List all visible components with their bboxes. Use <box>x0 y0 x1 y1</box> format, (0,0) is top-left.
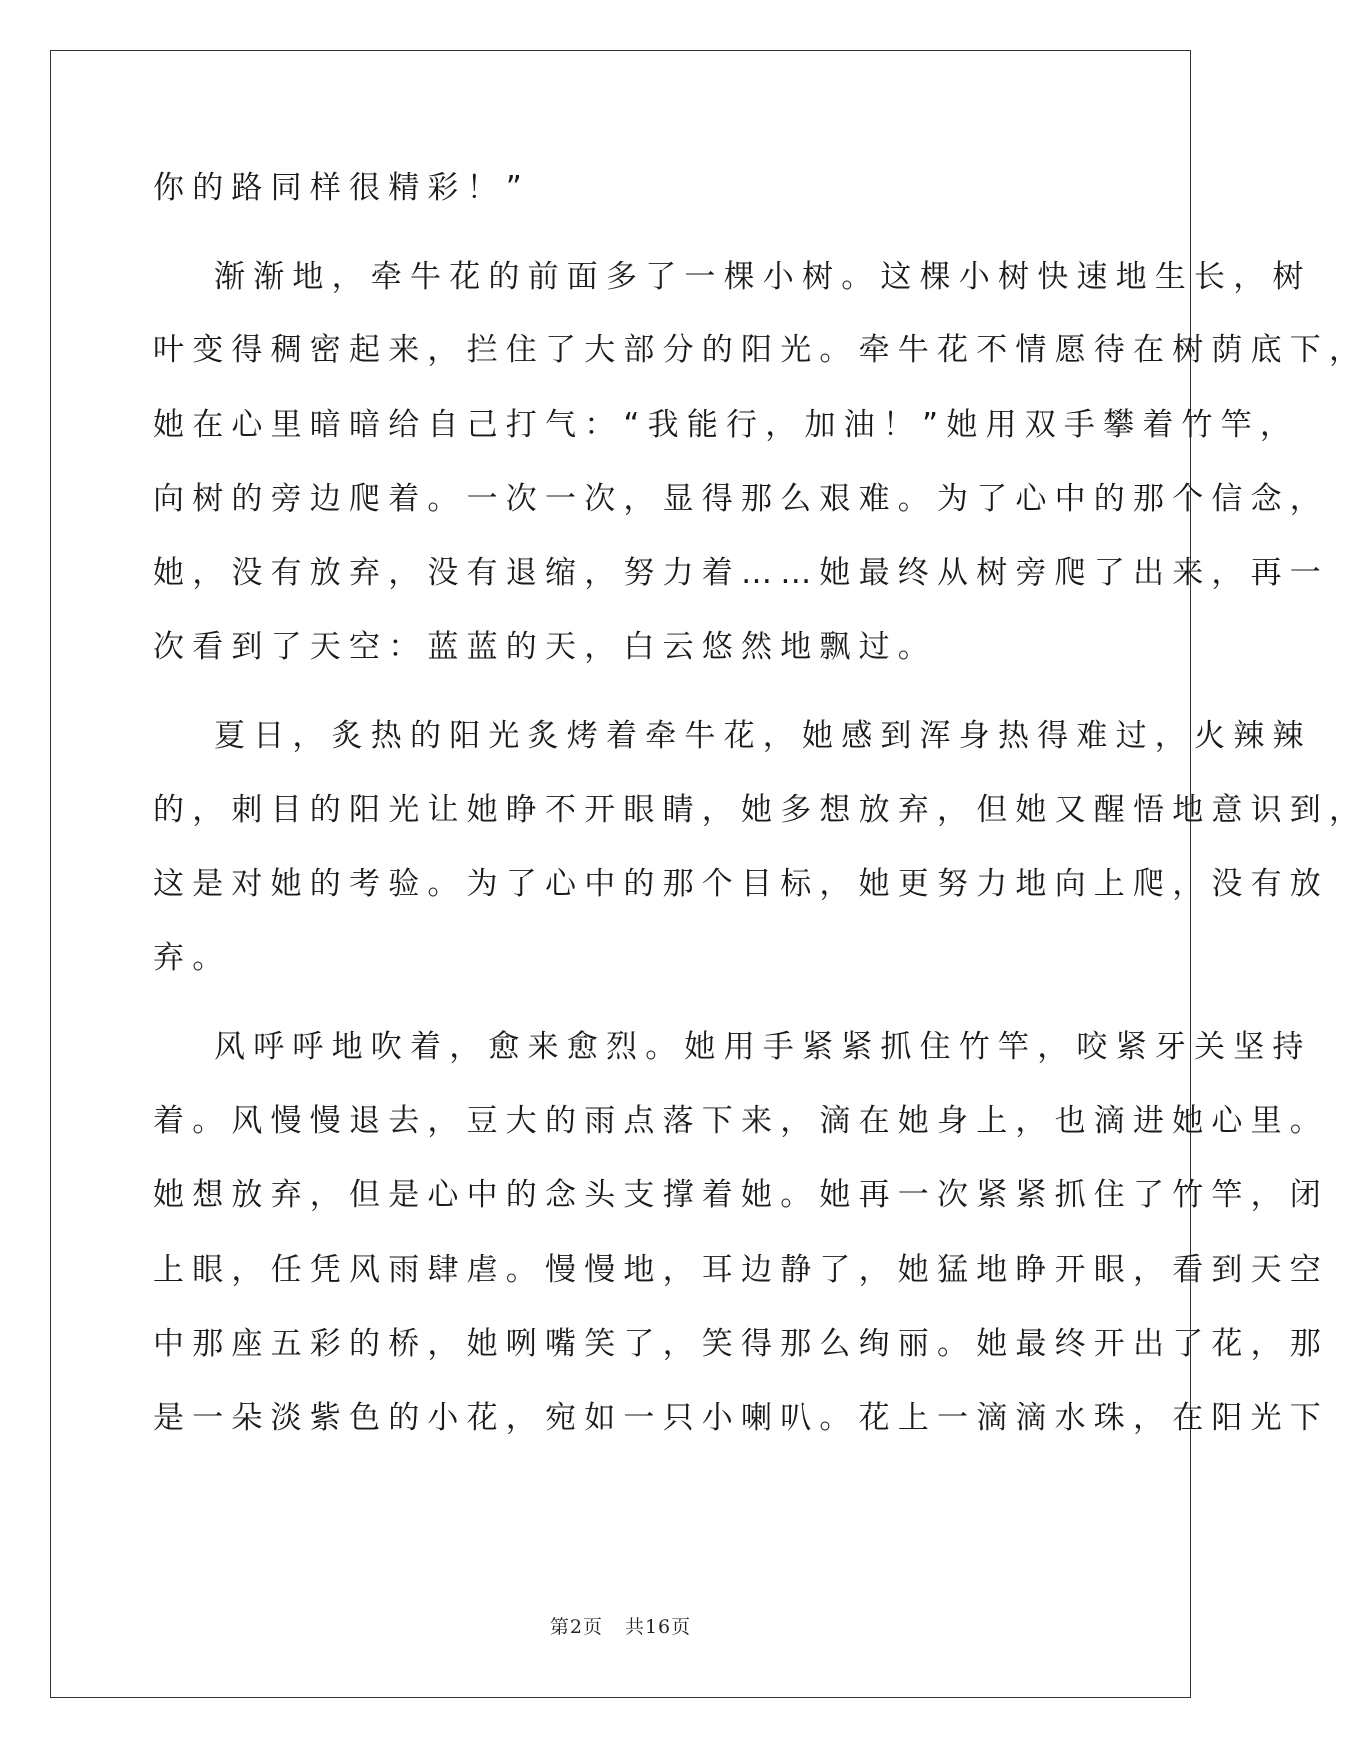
text-line: 她在心里暗暗给自己打气：“我能行，加油！”她用双手攀着竹竿， <box>153 407 1300 443</box>
text-line: 的，刺目的阳光让她睁不开眼睛，她多想放弃，但她又醒悟地意识到， <box>153 792 1368 828</box>
text-line: 着。风慢慢退去，豆大的雨点落下来，滴在她身上，也滴进她心里。 <box>153 1103 1329 1139</box>
text-line: 次看到了天空：蓝蓝的天，白云悠然地飘过。 <box>153 629 937 665</box>
paragraph-start-line: 风呼呼地吹着，愈来愈烈。她用手紧紧抓住竹竿，咬紧牙关坚持 <box>214 1029 1312 1065</box>
paragraph-start-line: 夏日，炙热的阳光炙烤着牵牛花，她感到浑身热得难过，火辣辣 <box>214 718 1312 754</box>
text-line: 是一朵淡紫色的小花，宛如一只小喇叭。花上一滴滴水珠，在阳光下 <box>153 1400 1329 1436</box>
text-line: 上眼，任凭风雨肆虐。慢慢地，耳边静了，她猛地睁开眼，看到天空 <box>153 1252 1329 1288</box>
paragraph-start-line: 渐渐地，牵牛花的前面多了一棵小树。这棵小树快速地生长，树 <box>214 259 1312 295</box>
text-line: 向树的旁边爬着。一次一次，显得那么艰难。为了心中的那个信念， <box>153 481 1329 517</box>
text-line: 叶变得稠密起来，拦住了大部分的阳光。牵牛花不情愿待在树荫底下， <box>153 332 1368 368</box>
page-total: 共16页 <box>624 1616 692 1638</box>
page-number: 第2页 <box>549 1616 603 1638</box>
text-line: 弃。 <box>153 940 232 976</box>
text-line: 她，没有放弃，没有退缩，努力着……她最终从树旁爬了出来，再一 <box>153 555 1329 591</box>
page-footer <box>0 1612 1241 1639</box>
text-line: 你的路同样很精彩！” <box>153 170 531 206</box>
text-line: 中那座五彩的桥，她咧嘴笑了，笑得那么绚丽。她最终开出了花，那 <box>153 1326 1329 1362</box>
text-line: 这是对她的考验。为了心中的那个目标，她更努力地向上爬，没有放 <box>153 866 1329 902</box>
text-line: 她想放弃，但是心中的念头支撑着她。她再一次紧紧抓住了竹竿，闭 <box>153 1177 1329 1213</box>
